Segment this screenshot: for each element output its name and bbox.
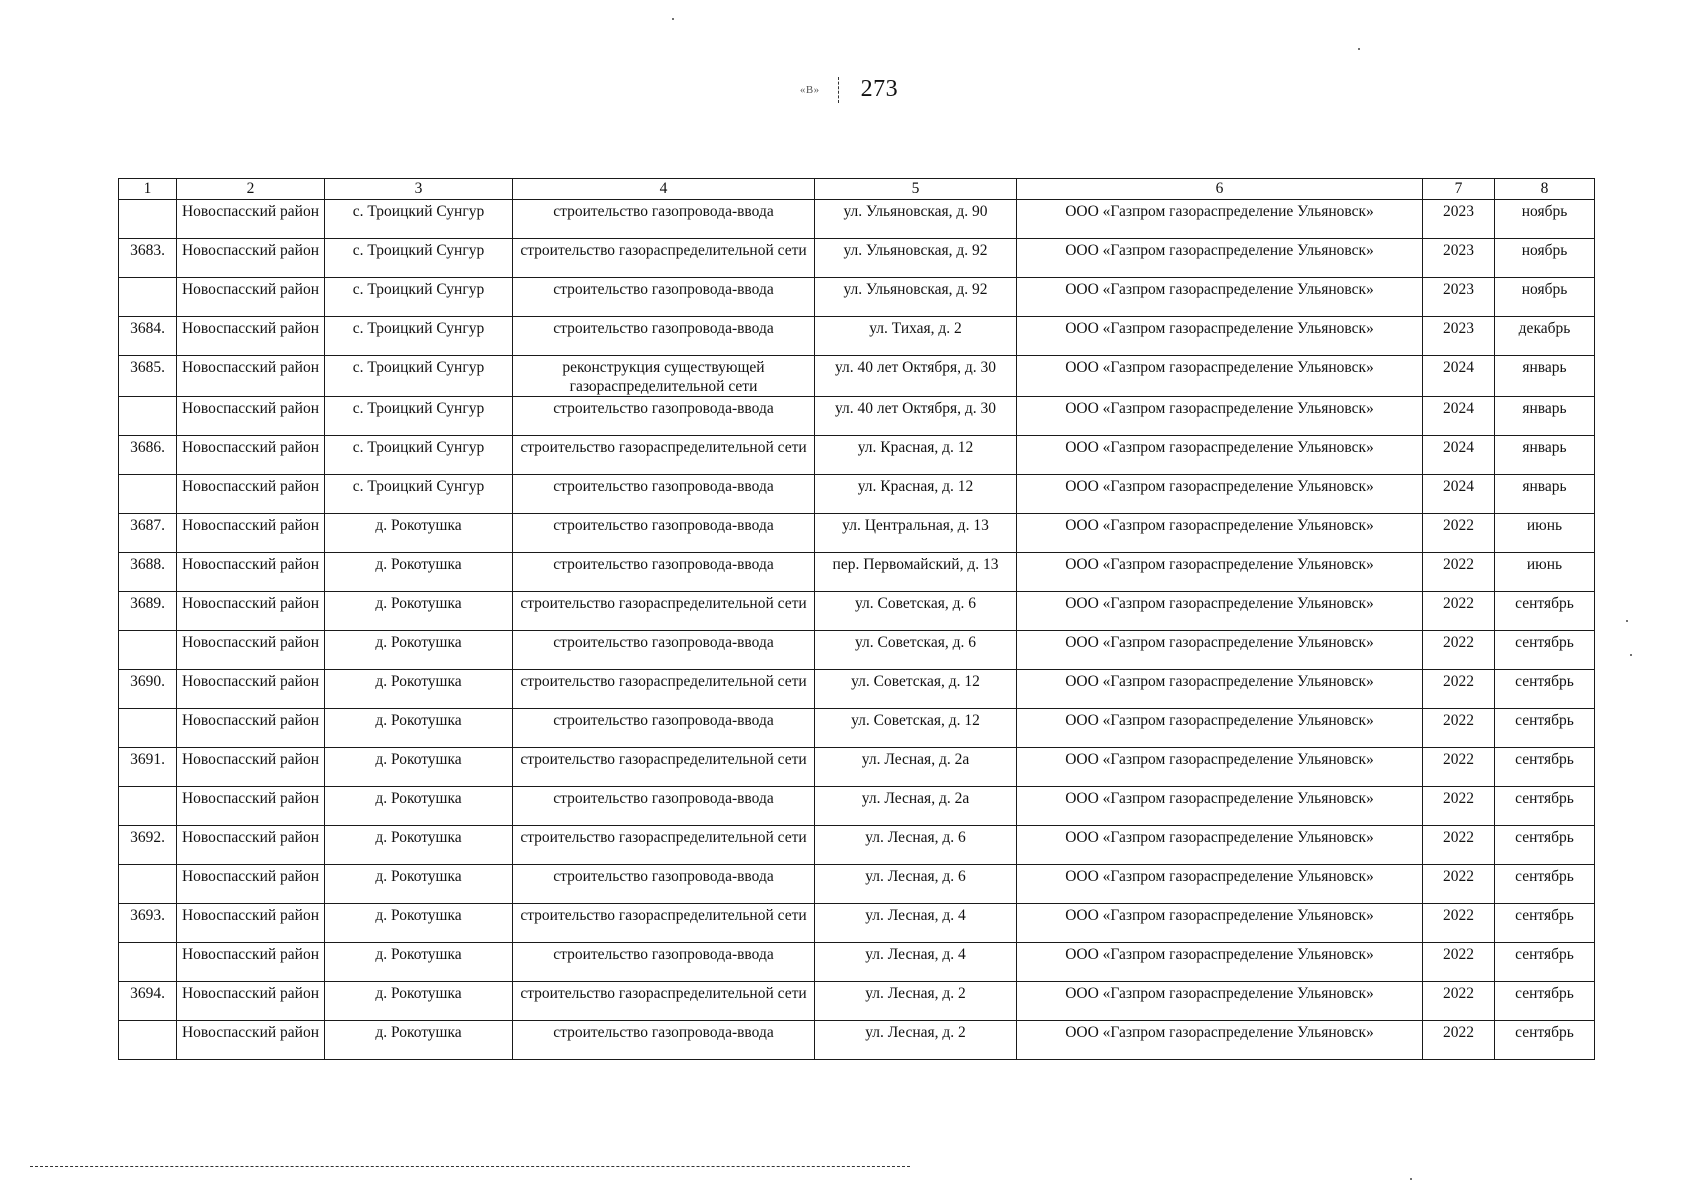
settlement-cell: д. Рокотушка	[325, 592, 513, 631]
year-cell: 2024	[1423, 475, 1495, 514]
settlement-cell: д. Рокотушка	[325, 748, 513, 787]
organization-cell: ООО «Газпром газораспределение Ульяновск»	[1017, 397, 1423, 436]
year-cell: 2022	[1423, 631, 1495, 670]
table-row	[119, 670, 1595, 709]
entry-number: 3687.	[119, 514, 177, 553]
settlement-cell: д. Рокотушка	[325, 670, 513, 709]
year-cell: 2022	[1423, 904, 1495, 943]
year-cell: 2022	[1423, 670, 1495, 709]
work-type-cell: строительство газораспределительной сети	[513, 436, 815, 475]
scan-rule	[30, 1166, 910, 1167]
table-row	[119, 514, 1595, 553]
settlement-cell: д. Рокотушка	[325, 904, 513, 943]
column-header-4: 4	[513, 179, 815, 200]
year-cell: 2022	[1423, 865, 1495, 904]
work-type-cell: строительство газораспределительной сети	[513, 904, 815, 943]
organization-cell: ООО «Газпром газораспределение Ульяновск»	[1017, 982, 1423, 1021]
table-row	[119, 278, 1595, 317]
organization-cell: ООО «Газпром газораспределение Ульяновск»	[1017, 865, 1423, 904]
year-cell: 2022	[1423, 787, 1495, 826]
organization-cell: ООО «Газпром газораспределение Ульяновск»	[1017, 356, 1423, 397]
month-cell: сентябрь	[1495, 943, 1595, 982]
table-body	[119, 200, 1595, 1060]
district-cell: Новоспасский район	[177, 514, 325, 553]
work-type-cell: реконструкция существующей газораспределительной сети	[513, 356, 815, 397]
year-cell: 2023	[1423, 317, 1495, 356]
address-cell: ул. Ульяновская, д. 92	[815, 239, 1017, 278]
year-cell: 2023	[1423, 200, 1495, 239]
organization-cell: ООО «Газпром газораспределение Ульяновск»	[1017, 631, 1423, 670]
month-cell: сентябрь	[1495, 631, 1595, 670]
table-row	[119, 787, 1595, 826]
entry-number	[119, 397, 177, 436]
work-type-cell: строительство газопровода-ввода	[513, 943, 815, 982]
work-type-cell: строительство газопровода-ввода	[513, 317, 815, 356]
year-cell: 2022	[1423, 943, 1495, 982]
settlement-cell: д. Рокотушка	[325, 982, 513, 1021]
address-cell: ул. Лесная, д. 2	[815, 1021, 1017, 1060]
month-cell: ноябрь	[1495, 200, 1595, 239]
table-row	[119, 865, 1595, 904]
month-cell: сентябрь	[1495, 1021, 1595, 1060]
month-cell: сентябрь	[1495, 865, 1595, 904]
work-type-cell: строительство газопровода-ввода	[513, 200, 815, 239]
month-cell: сентябрь	[1495, 670, 1595, 709]
settlement-cell: д. Рокотушка	[325, 553, 513, 592]
organization-cell: ООО «Газпром газораспределение Ульяновск»	[1017, 239, 1423, 278]
entry-number: 3685.	[119, 356, 177, 397]
address-cell: ул. Советская, д. 12	[815, 670, 1017, 709]
address-cell: ул. Лесная, д. 6	[815, 865, 1017, 904]
district-cell: Новоспасский район	[177, 709, 325, 748]
month-cell: июнь	[1495, 553, 1595, 592]
work-type-cell: строительство газопровода-ввода	[513, 865, 815, 904]
month-cell: январь	[1495, 436, 1595, 475]
organization-cell: ООО «Газпром газораспределение Ульяновск»	[1017, 670, 1423, 709]
month-cell: сентябрь	[1495, 592, 1595, 631]
year-cell: 2024	[1423, 436, 1495, 475]
column-header-3: 3	[325, 179, 513, 200]
settlement-cell: д. Рокотушка	[325, 514, 513, 553]
organization-cell: ООО «Газпром газораспределение Ульяновск»	[1017, 1021, 1423, 1060]
address-cell: ул. Лесная, д. 2а	[815, 787, 1017, 826]
district-cell: Новоспасский район	[177, 631, 325, 670]
page-mark: «В»	[799, 84, 820, 97]
table-row	[119, 436, 1595, 475]
work-type-cell: строительство газопровода-ввода	[513, 475, 815, 514]
register-table	[118, 178, 1595, 1060]
scan-speck	[1630, 654, 1632, 656]
settlement-cell: с. Троицкий Сунгур	[325, 239, 513, 278]
column-header-2: 2	[177, 179, 325, 200]
settlement-cell: с. Троицкий Сунгур	[325, 278, 513, 317]
district-cell: Новоспасский район	[177, 317, 325, 356]
table-row	[119, 475, 1595, 514]
entry-number: 3686.	[119, 436, 177, 475]
work-type-cell: строительство газопровода-ввода	[513, 631, 815, 670]
district-cell: Новоспасский район	[177, 475, 325, 514]
district-cell: Новоспасский район	[177, 826, 325, 865]
settlement-cell: д. Рокотушка	[325, 709, 513, 748]
month-cell: сентябрь	[1495, 904, 1595, 943]
address-cell: ул. Ульяновская, д. 92	[815, 278, 1017, 317]
address-cell: ул. Красная, д. 12	[815, 475, 1017, 514]
entry-number	[119, 200, 177, 239]
organization-cell: ООО «Газпром газораспределение Ульяновск»	[1017, 317, 1423, 356]
address-cell: ул. Ульяновская, д. 90	[815, 200, 1017, 239]
organization-cell: ООО «Газпром газораспределение Ульяновск»	[1017, 200, 1423, 239]
work-type-cell: строительство газораспределительной сети	[513, 670, 815, 709]
work-type-cell: строительство газораспределительной сети	[513, 592, 815, 631]
settlement-cell: с. Троицкий Сунгур	[325, 436, 513, 475]
entry-number: 3691.	[119, 748, 177, 787]
organization-cell: ООО «Газпром газораспределение Ульяновск»	[1017, 436, 1423, 475]
district-cell: Новоспасский район	[177, 436, 325, 475]
table-row	[119, 748, 1595, 787]
table-row	[119, 1021, 1595, 1060]
district-cell: Новоспасский район	[177, 865, 325, 904]
entry-number: 3694.	[119, 982, 177, 1021]
address-cell: ул. Советская, д. 6	[815, 592, 1017, 631]
entry-number	[119, 865, 177, 904]
settlement-cell: с. Троицкий Сунгур	[325, 200, 513, 239]
month-cell: сентябрь	[1495, 826, 1595, 865]
settlement-cell: д. Рокотушка	[325, 826, 513, 865]
month-cell: декабрь	[1495, 317, 1595, 356]
district-cell: Новоспасский район	[177, 592, 325, 631]
work-type-cell: строительство газораспределительной сети	[513, 826, 815, 865]
address-cell: пер. Первомайский, д. 13	[815, 553, 1017, 592]
column-header-5: 5	[815, 179, 1017, 200]
address-cell: ул. Центральная, д. 13	[815, 514, 1017, 553]
entry-number	[119, 943, 177, 982]
address-cell: ул. Лесная, д. 2	[815, 982, 1017, 1021]
table-row	[119, 200, 1595, 239]
settlement-cell: д. Рокотушка	[325, 865, 513, 904]
work-type-cell: строительство газопровода-ввода	[513, 787, 815, 826]
year-cell: 2022	[1423, 826, 1495, 865]
scan-speck	[672, 18, 674, 20]
entry-number: 3692.	[119, 826, 177, 865]
year-cell: 2023	[1423, 278, 1495, 317]
settlement-cell: д. Рокотушка	[325, 631, 513, 670]
month-cell: январь	[1495, 397, 1595, 436]
district-cell: Новоспасский район	[177, 1021, 325, 1060]
settlement-cell: д. Рокотушка	[325, 1021, 513, 1060]
address-cell: ул. Красная, д. 12	[815, 436, 1017, 475]
organization-cell: ООО «Газпром газораспределение Ульяновск»	[1017, 514, 1423, 553]
column-header-1: 1	[119, 179, 177, 200]
settlement-cell: д. Рокотушка	[325, 787, 513, 826]
table-row	[119, 239, 1595, 278]
table-row	[119, 317, 1595, 356]
work-type-cell: строительство газопровода-ввода	[513, 278, 815, 317]
district-cell: Новоспасский район	[177, 200, 325, 239]
header-row	[119, 179, 1595, 200]
address-cell: ул. Лесная, д. 4	[815, 943, 1017, 982]
work-type-cell: строительство газопровода-ввода	[513, 397, 815, 436]
year-cell: 2024	[1423, 356, 1495, 397]
year-cell: 2022	[1423, 592, 1495, 631]
entry-number: 3683.	[119, 239, 177, 278]
address-cell: ул. Лесная, д. 6	[815, 826, 1017, 865]
page-number: 273	[860, 76, 899, 102]
address-cell: ул. Лесная, д. 2а	[815, 748, 1017, 787]
month-cell: январь	[1495, 356, 1595, 397]
page-header	[0, 76, 1698, 103]
year-cell: 2022	[1423, 1021, 1495, 1060]
table-row	[119, 631, 1595, 670]
settlement-cell: с. Троицкий Сунгур	[325, 397, 513, 436]
district-cell: Новоспасский район	[177, 356, 325, 397]
settlement-cell: с. Троицкий Сунгур	[325, 317, 513, 356]
work-type-cell: строительство газопровода-ввода	[513, 514, 815, 553]
district-cell: Новоспасский район	[177, 943, 325, 982]
settlement-cell: с. Троицкий Сунгур	[325, 356, 513, 397]
table-row	[119, 943, 1595, 982]
organization-cell: ООО «Газпром газораспределение Ульяновск»	[1017, 904, 1423, 943]
organization-cell: ООО «Газпром газораспределение Ульяновск»	[1017, 278, 1423, 317]
table-row	[119, 982, 1595, 1021]
district-cell: Новоспасский район	[177, 239, 325, 278]
district-cell: Новоспасский район	[177, 670, 325, 709]
organization-cell: ООО «Газпром газораспределение Ульяновск»	[1017, 748, 1423, 787]
address-cell: ул. Советская, д. 12	[815, 709, 1017, 748]
header-separator	[838, 77, 839, 103]
scan-speck	[1626, 620, 1628, 622]
settlement-cell: с. Троицкий Сунгур	[325, 475, 513, 514]
column-header-8: 8	[1495, 179, 1595, 200]
work-type-cell: строительство газораспределительной сети	[513, 239, 815, 278]
organization-cell: ООО «Газпром газораспределение Ульяновск»	[1017, 943, 1423, 982]
work-type-cell: строительство газораспределительной сети	[513, 982, 815, 1021]
month-cell: сентябрь	[1495, 709, 1595, 748]
address-cell: ул. 40 лет Октября, д. 30	[815, 356, 1017, 397]
year-cell: 2023	[1423, 239, 1495, 278]
organization-cell: ООО «Газпром газораспределение Ульяновск»	[1017, 553, 1423, 592]
entry-number	[119, 631, 177, 670]
month-cell: ноябрь	[1495, 239, 1595, 278]
district-cell: Новоспасский район	[177, 982, 325, 1021]
month-cell: ноябрь	[1495, 278, 1595, 317]
month-cell: сентябрь	[1495, 982, 1595, 1021]
table-row	[119, 553, 1595, 592]
register-table-wrap	[118, 178, 1594, 1060]
table-row	[119, 592, 1595, 631]
year-cell: 2022	[1423, 982, 1495, 1021]
scan-speck	[1358, 48, 1360, 50]
year-cell: 2022	[1423, 748, 1495, 787]
entry-number	[119, 475, 177, 514]
month-cell: январь	[1495, 475, 1595, 514]
address-cell: ул. Лесная, д. 4	[815, 904, 1017, 943]
year-cell: 2022	[1423, 514, 1495, 553]
table-row	[119, 904, 1595, 943]
entry-number: 3684.	[119, 317, 177, 356]
month-cell: сентябрь	[1495, 787, 1595, 826]
table-row	[119, 709, 1595, 748]
entry-number	[119, 787, 177, 826]
entry-number	[119, 1021, 177, 1060]
organization-cell: ООО «Газпром газораспределение Ульяновск»	[1017, 826, 1423, 865]
district-cell: Новоспасский район	[177, 278, 325, 317]
month-cell: июнь	[1495, 514, 1595, 553]
district-cell: Новоспасский район	[177, 748, 325, 787]
table-row	[119, 826, 1595, 865]
table-row	[119, 397, 1595, 436]
organization-cell: ООО «Газпром газораспределение Ульяновск»	[1017, 787, 1423, 826]
month-cell: сентябрь	[1495, 748, 1595, 787]
table-row	[119, 356, 1595, 397]
scan-speck	[1410, 1178, 1412, 1180]
year-cell: 2022	[1423, 709, 1495, 748]
organization-cell: ООО «Газпром газораспределение Ульяновск»	[1017, 709, 1423, 748]
district-cell: Новоспасский район	[177, 904, 325, 943]
district-cell: Новоспасский район	[177, 787, 325, 826]
column-header-6: 6	[1017, 179, 1423, 200]
entry-number: 3689.	[119, 592, 177, 631]
entry-number: 3688.	[119, 553, 177, 592]
address-cell: ул. Советская, д. 6	[815, 631, 1017, 670]
entry-number	[119, 278, 177, 317]
column-header-7: 7	[1423, 179, 1495, 200]
address-cell: ул. Тихая, д. 2	[815, 317, 1017, 356]
entry-number: 3693.	[119, 904, 177, 943]
district-cell: Новоспасский район	[177, 553, 325, 592]
work-type-cell: строительство газопровода-ввода	[513, 553, 815, 592]
settlement-cell: д. Рокотушка	[325, 943, 513, 982]
work-type-cell: строительство газораспределительной сети	[513, 748, 815, 787]
district-cell: Новоспасский район	[177, 397, 325, 436]
work-type-cell: строительство газопровода-ввода	[513, 709, 815, 748]
organization-cell: ООО «Газпром газораспределение Ульяновск»	[1017, 592, 1423, 631]
work-type-cell: строительство газопровода-ввода	[513, 1021, 815, 1060]
address-cell: ул. 40 лет Октября, д. 30	[815, 397, 1017, 436]
entry-number: 3690.	[119, 670, 177, 709]
organization-cell: ООО «Газпром газораспределение Ульяновск»	[1017, 475, 1423, 514]
year-cell: 2024	[1423, 397, 1495, 436]
entry-number	[119, 709, 177, 748]
year-cell: 2022	[1423, 553, 1495, 592]
